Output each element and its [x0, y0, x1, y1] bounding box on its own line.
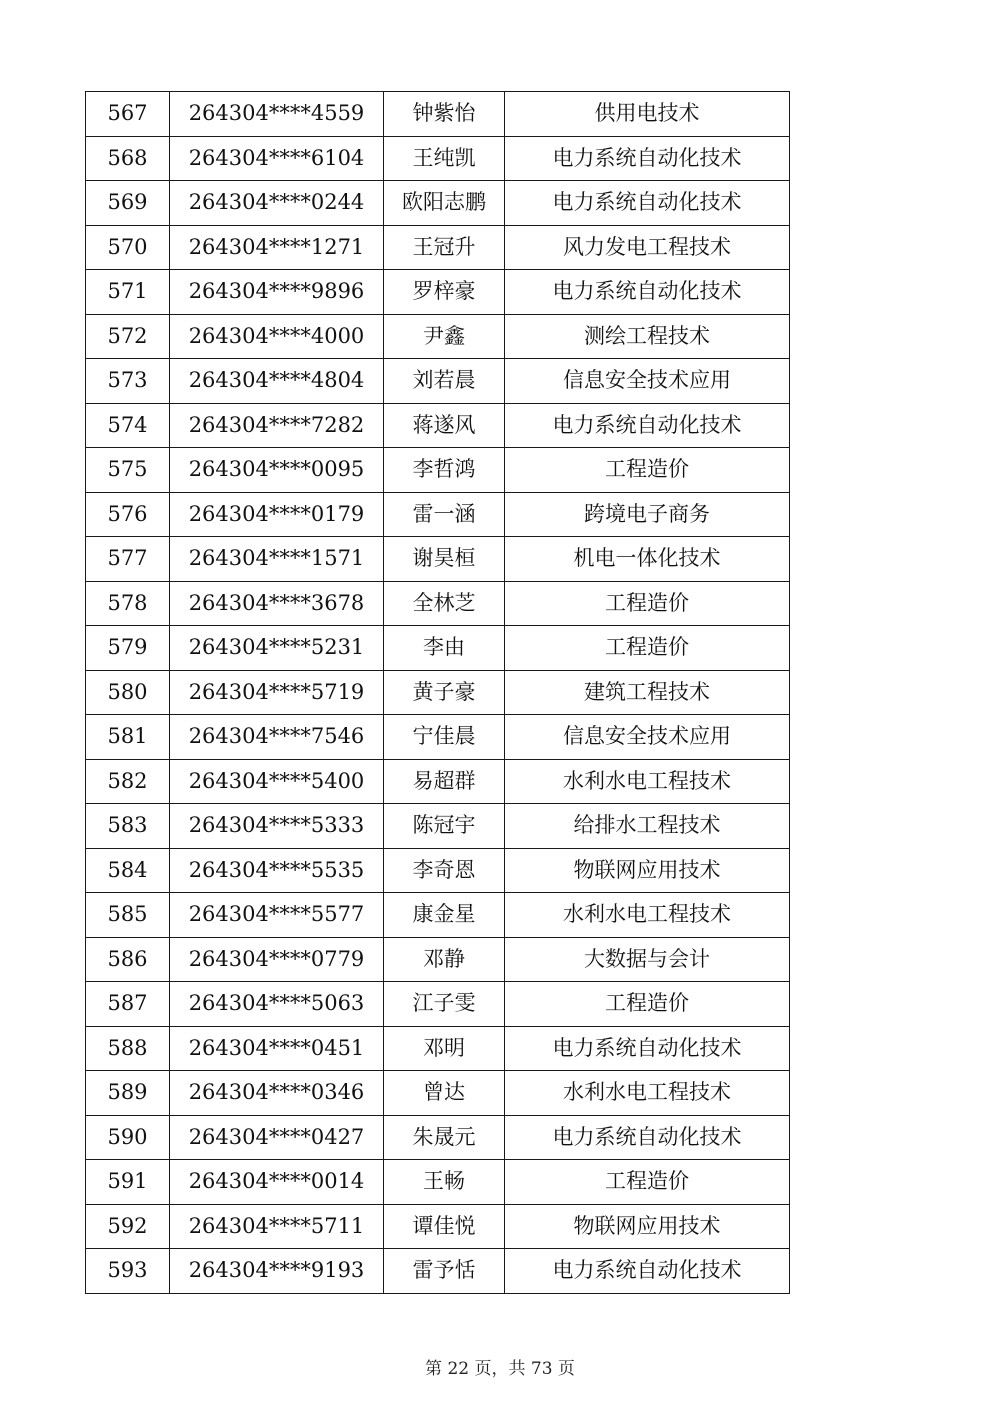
row-number-cell: 593 — [86, 1249, 170, 1294]
name-cell: 李奇恩 — [384, 848, 505, 893]
page-footer: 第 22 页，共 73 页 — [425, 1359, 575, 1379]
major-cell: 测绘工程技术 — [505, 314, 790, 359]
row-number-cell: 576 — [86, 492, 170, 537]
major-cell: 信息安全技术应用 — [505, 715, 790, 760]
table-row — [86, 804, 790, 849]
id-number-cell: 264304****6104 — [170, 136, 384, 181]
table-row — [86, 403, 790, 448]
name-cell: 谭佳悦 — [384, 1204, 505, 1249]
row-number-cell: 592 — [86, 1204, 170, 1249]
row-number-cell: 567 — [86, 92, 170, 137]
table-row — [86, 982, 790, 1027]
row-number-cell: 581 — [86, 715, 170, 760]
name-cell: 邓明 — [384, 1026, 505, 1071]
id-number-cell: 264304****0779 — [170, 937, 384, 982]
major-cell: 风力发电工程技术 — [505, 225, 790, 270]
id-number-cell: 264304****0179 — [170, 492, 384, 537]
table-row — [86, 270, 790, 315]
table-row — [86, 1115, 790, 1160]
id-number-cell: 264304****5719 — [170, 670, 384, 715]
id-number-cell: 264304****5231 — [170, 626, 384, 671]
roster-table-body — [86, 92, 790, 1294]
table-row — [86, 1026, 790, 1071]
name-cell: 陈冠宇 — [384, 804, 505, 849]
row-number-cell: 588 — [86, 1026, 170, 1071]
id-number-cell: 264304****5577 — [170, 893, 384, 938]
major-cell: 大数据与会计 — [505, 937, 790, 982]
major-cell: 电力系统自动化技术 — [505, 1115, 790, 1160]
row-number-cell: 568 — [86, 136, 170, 181]
row-number-cell: 589 — [86, 1071, 170, 1116]
major-cell: 物联网应用技术 — [505, 1204, 790, 1249]
id-number-cell: 264304****4804 — [170, 359, 384, 404]
id-number-cell: 264304****0014 — [170, 1160, 384, 1205]
major-cell: 建筑工程技术 — [505, 670, 790, 715]
major-cell: 机电一体化技术 — [505, 537, 790, 582]
row-number-cell: 590 — [86, 1115, 170, 1160]
table-row — [86, 1204, 790, 1249]
row-number-cell: 572 — [86, 314, 170, 359]
id-number-cell: 264304****0244 — [170, 181, 384, 226]
major-cell: 跨境电子商务 — [505, 492, 790, 537]
name-cell: 邓静 — [384, 937, 505, 982]
table-row — [86, 314, 790, 359]
name-cell: 易超群 — [384, 759, 505, 804]
name-cell: 尹鑫 — [384, 314, 505, 359]
table-row — [86, 581, 790, 626]
id-number-cell: 264304****5535 — [170, 848, 384, 893]
row-number-cell: 574 — [86, 403, 170, 448]
name-cell: 黄子豪 — [384, 670, 505, 715]
table-row — [86, 937, 790, 982]
table-row — [86, 181, 790, 226]
major-cell: 工程造价 — [505, 982, 790, 1027]
id-number-cell: 264304****5333 — [170, 804, 384, 849]
table-row — [86, 759, 790, 804]
table-row — [86, 1160, 790, 1205]
major-cell: 水利水电工程技术 — [505, 759, 790, 804]
major-cell: 水利水电工程技术 — [505, 893, 790, 938]
name-cell: 刘若晨 — [384, 359, 505, 404]
id-number-cell: 264304****1271 — [170, 225, 384, 270]
name-cell: 谢昊桓 — [384, 537, 505, 582]
table-row — [86, 848, 790, 893]
table-row — [86, 92, 790, 137]
row-number-cell: 591 — [86, 1160, 170, 1205]
major-cell: 电力系统自动化技术 — [505, 270, 790, 315]
id-number-cell: 264304****4000 — [170, 314, 384, 359]
row-number-cell: 582 — [86, 759, 170, 804]
id-number-cell: 264304****7546 — [170, 715, 384, 760]
major-cell: 供用电技术 — [505, 92, 790, 137]
name-cell: 李由 — [384, 626, 505, 671]
name-cell: 全林芝 — [384, 581, 505, 626]
name-cell: 宁佳晨 — [384, 715, 505, 760]
id-number-cell: 264304****0427 — [170, 1115, 384, 1160]
table-row — [86, 492, 790, 537]
table-row — [86, 715, 790, 760]
name-cell: 王畅 — [384, 1160, 505, 1205]
major-cell: 工程造价 — [505, 448, 790, 493]
name-cell: 王冠升 — [384, 225, 505, 270]
major-cell: 工程造价 — [505, 581, 790, 626]
major-cell: 电力系统自动化技术 — [505, 1026, 790, 1071]
id-number-cell: 264304****7282 — [170, 403, 384, 448]
id-number-cell: 264304****1571 — [170, 537, 384, 582]
row-number-cell: 585 — [86, 893, 170, 938]
id-number-cell: 264304****0095 — [170, 448, 384, 493]
name-cell: 钟紫怡 — [384, 92, 505, 137]
id-number-cell: 264304****9896 — [170, 270, 384, 315]
id-number-cell: 264304****4559 — [170, 92, 384, 137]
major-cell: 工程造价 — [505, 1160, 790, 1205]
name-cell: 李哲鸿 — [384, 448, 505, 493]
row-number-cell: 570 — [86, 225, 170, 270]
id-number-cell: 264304****0451 — [170, 1026, 384, 1071]
roster-table — [85, 91, 790, 1294]
name-cell: 雷予恬 — [384, 1249, 505, 1294]
major-cell: 电力系统自动化技术 — [505, 136, 790, 181]
row-number-cell: 578 — [86, 581, 170, 626]
table-row — [86, 537, 790, 582]
row-number-cell: 587 — [86, 982, 170, 1027]
major-cell: 水利水电工程技术 — [505, 1071, 790, 1116]
row-number-cell: 586 — [86, 937, 170, 982]
major-cell: 电力系统自动化技术 — [505, 403, 790, 448]
table-row — [86, 448, 790, 493]
name-cell: 王纯凯 — [384, 136, 505, 181]
name-cell: 欧阳志鹏 — [384, 181, 505, 226]
table-row — [86, 136, 790, 181]
id-number-cell: 264304****3678 — [170, 581, 384, 626]
table-row — [86, 626, 790, 671]
name-cell: 蒋遂风 — [384, 403, 505, 448]
major-cell: 给排水工程技术 — [505, 804, 790, 849]
table-row — [86, 893, 790, 938]
row-number-cell: 580 — [86, 670, 170, 715]
major-cell: 工程造价 — [505, 626, 790, 671]
id-number-cell: 264304****0346 — [170, 1071, 384, 1116]
row-number-cell: 579 — [86, 626, 170, 671]
name-cell: 朱晟元 — [384, 1115, 505, 1160]
table-row — [86, 1071, 790, 1116]
table-row — [86, 1249, 790, 1294]
name-cell: 罗梓豪 — [384, 270, 505, 315]
table-row — [86, 670, 790, 715]
name-cell: 江子雯 — [384, 982, 505, 1027]
name-cell: 雷一涵 — [384, 492, 505, 537]
row-number-cell: 584 — [86, 848, 170, 893]
major-cell: 物联网应用技术 — [505, 848, 790, 893]
row-number-cell: 573 — [86, 359, 170, 404]
table-row — [86, 359, 790, 404]
major-cell: 电力系统自动化技术 — [505, 181, 790, 226]
row-number-cell: 575 — [86, 448, 170, 493]
name-cell: 康金星 — [384, 893, 505, 938]
id-number-cell: 264304****5400 — [170, 759, 384, 804]
row-number-cell: 583 — [86, 804, 170, 849]
id-number-cell: 264304****5063 — [170, 982, 384, 1027]
name-cell: 曾达 — [384, 1071, 505, 1116]
id-number-cell: 264304****9193 — [170, 1249, 384, 1294]
row-number-cell: 569 — [86, 181, 170, 226]
row-number-cell: 571 — [86, 270, 170, 315]
major-cell: 信息安全技术应用 — [505, 359, 790, 404]
id-number-cell: 264304****5711 — [170, 1204, 384, 1249]
table-row — [86, 225, 790, 270]
major-cell: 电力系统自动化技术 — [505, 1249, 790, 1294]
row-number-cell: 577 — [86, 537, 170, 582]
